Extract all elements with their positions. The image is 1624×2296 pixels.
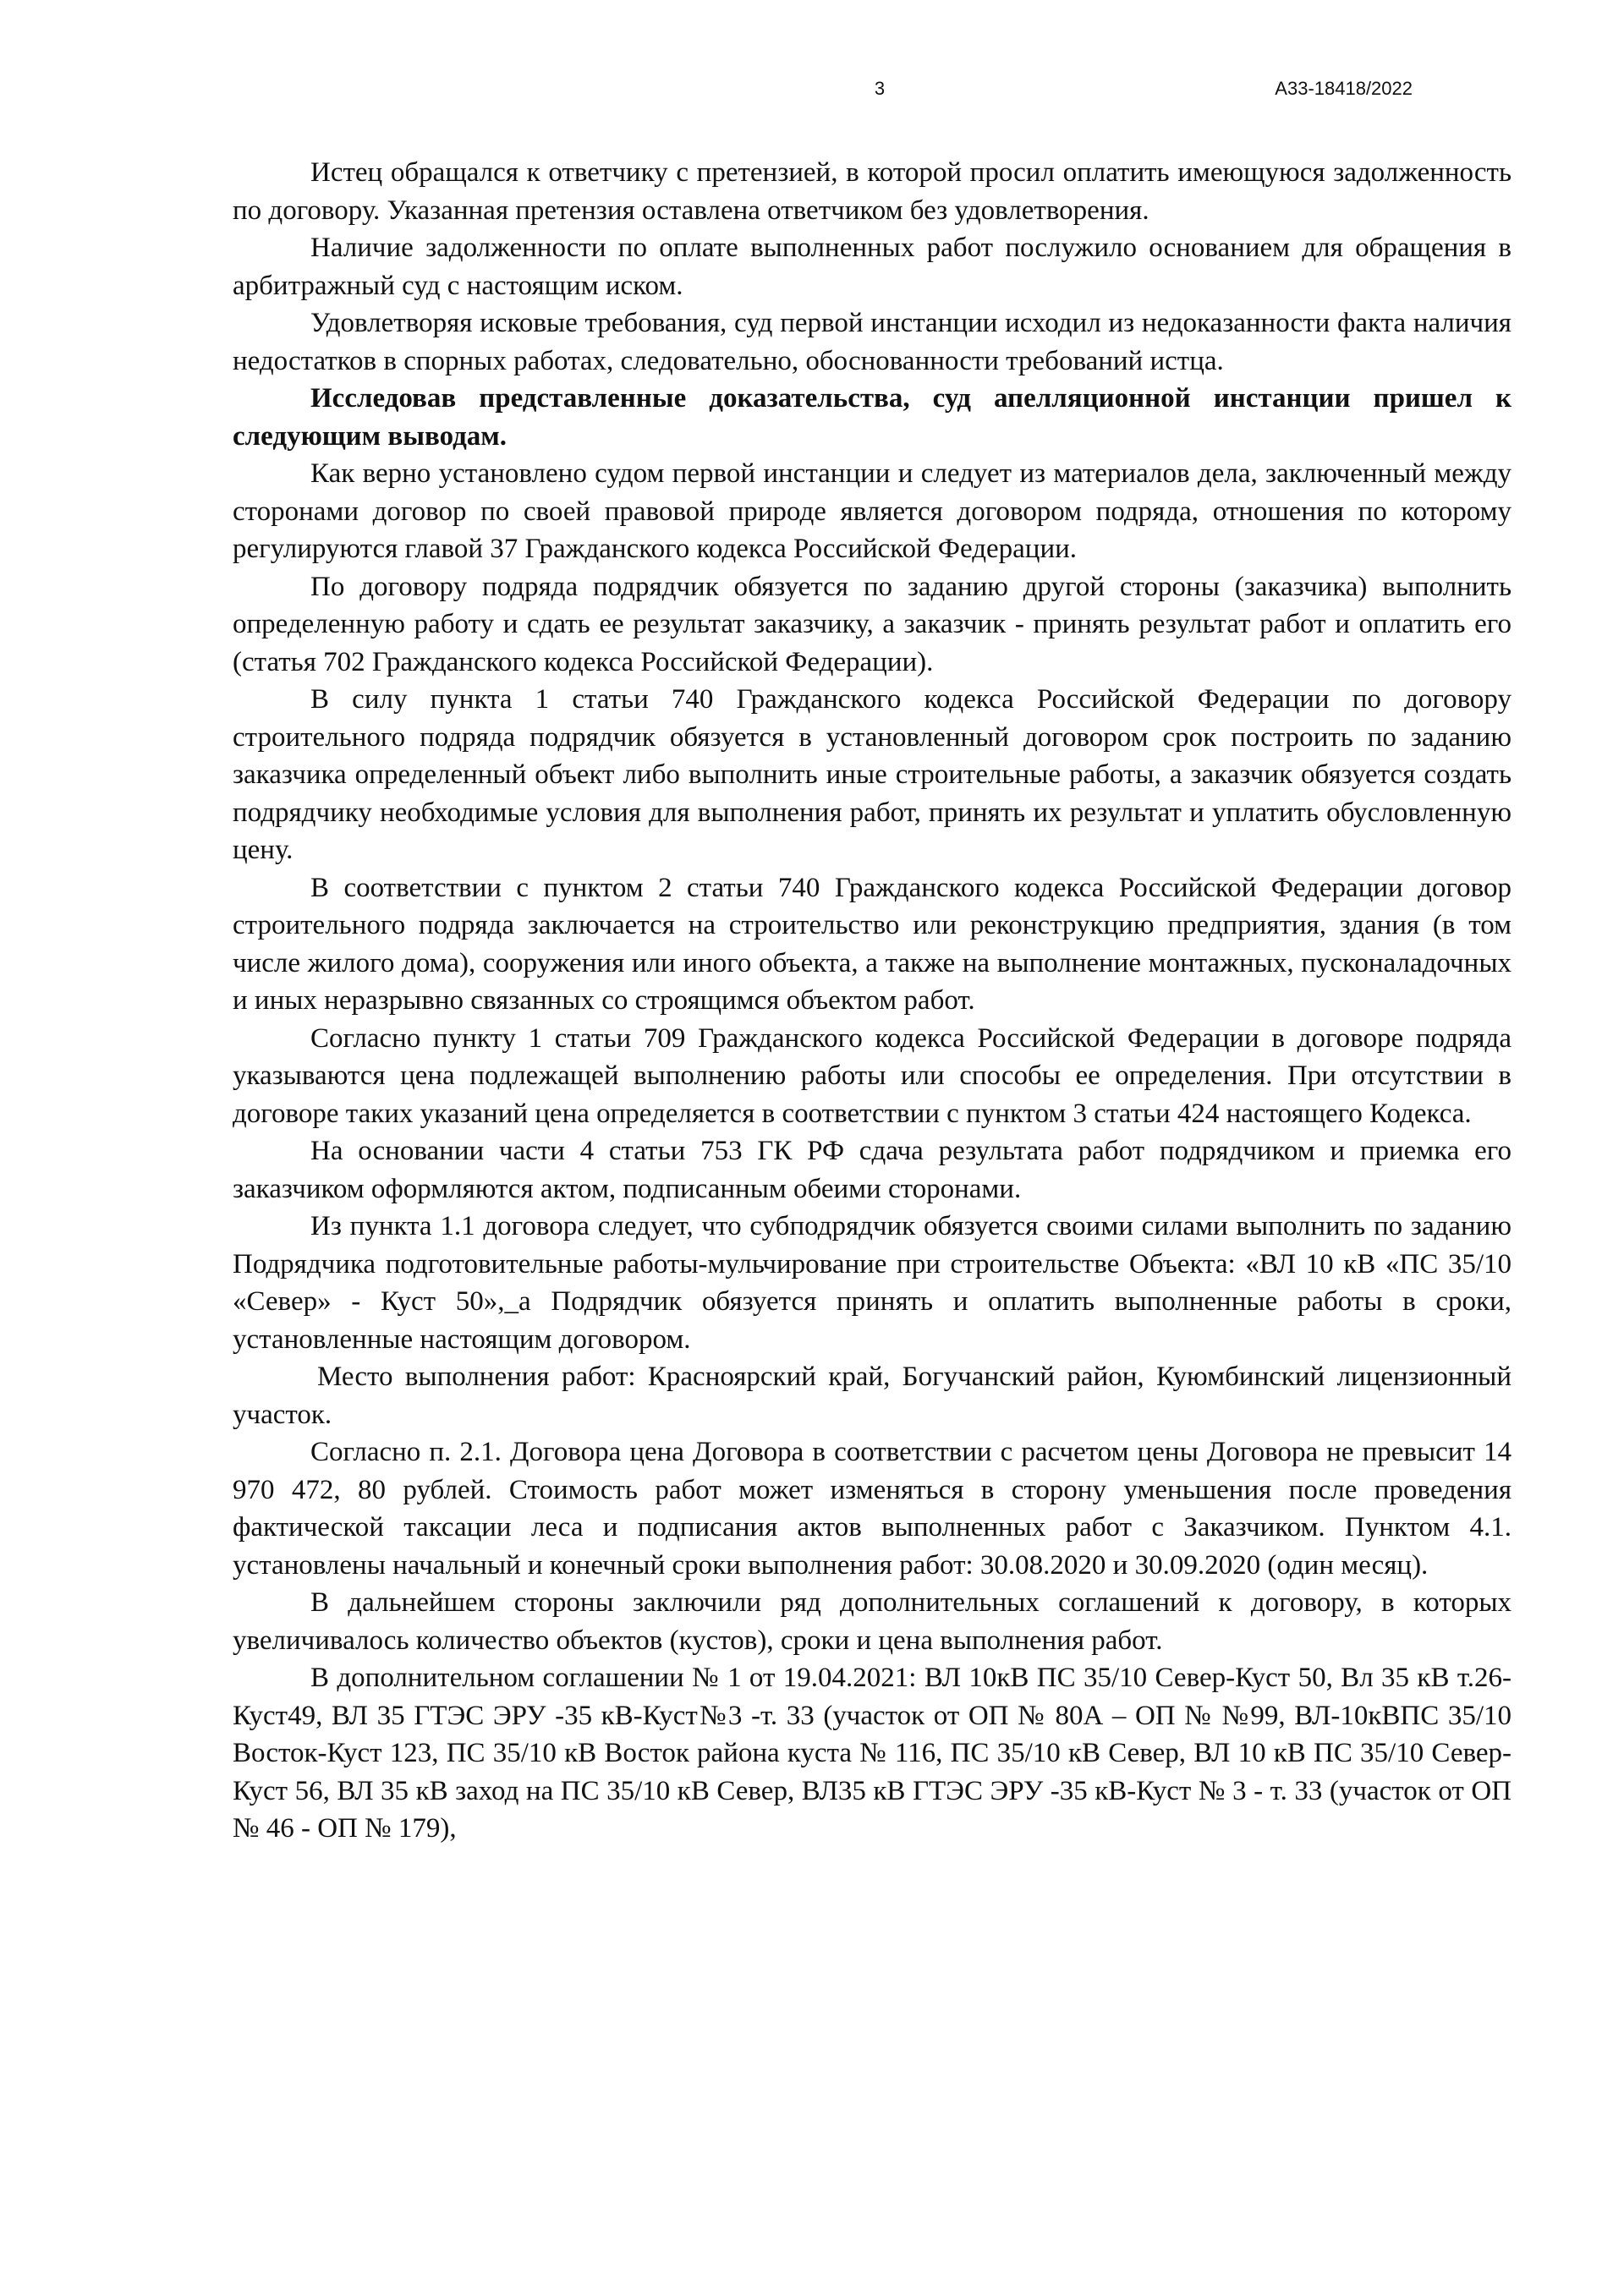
page-number: 3 xyxy=(874,78,886,99)
paragraph-article-740-2: В соответствии с пунктом 2 статьи 740 Гражданского кодекса Российской Федерации договор строительного подряда заключается на строительство или реконструкцию предприятия, здания (в том числе жилого дома), сооружения или иного объекта, а также на выполнение монтажных, пусконаладочных и иных неразрывно связанных со строящимся объектом работ. xyxy=(233,872,1512,1016)
document-body xyxy=(233,154,1512,1848)
paragraph-clause-2-1: Согласно п. 2.1. Договора цена Договора в соответствии с расчетом цены Договора не превысит 14 970 472, 80 рублей. Стоимость работ может изменяться в сторону уменьшения после проведения фактической таксации леса и подписания актов выполненных работ с Заказчиком. Пунктом 4.1. установлены начальный и конечный сроки выполнения работ: 30.08.2020 и 30.09.2020 (один месяц). xyxy=(233,1437,1512,1581)
paragraph-claim: Истец обращался к ответчику с претензией, в которой просил оплатить имеющуюся задолженность по договору. Указанная претензия оставлена ответчиком без удовлетворения. xyxy=(233,157,1512,226)
paragraph-agreement-1: В дополнительном соглашении № 1 от 19.04.2021: ВЛ 10кВ ПС 35/10 Север-Куст 50, Вл 35 кВ т.26-Куст49, ВЛ 35 ГТЭС ЭРУ -35 кВ-Куст№3 -т. 33 (участок от ОП № 80А – ОП № №99, ВЛ-10кВПС 35/10 Восток-Куст 123, ПС 35/10 кВ Восток района куста № 116, ПС 35/10 кВ Север, ВЛ 10 кВ ПС 35/10 Север-Куст 56, ВЛ 35 кВ заход на ПС 35/10 кВ Север, ВЛ35 кВ ГТЭС ЭРУ -35 кВ-Куст № 3 - т. 33 (участок от ОП № 46 - ОП № 179), xyxy=(233,1663,1512,1844)
paragraph-article-753: На основании части 4 статьи 753 ГК РФ сдача результата работ подрядчиком и приемка его заказчиком оформляются актом, подписанным обеими сторонами. xyxy=(233,1136,1512,1204)
paragraph-additional-agreements: В дальнейшем стороны заключили ряд дополнительных соглашений к договору, в которых увеличивалось количество объектов (кустов), сроки и цена выполнения работ. xyxy=(233,1587,1512,1656)
case-number: А33-18418/2022 xyxy=(1275,78,1413,99)
paragraph-work-location: Место выполнения работ: Красноярский край, Богучанский район, Куюмбинский лицензионный участок. xyxy=(233,1362,1512,1430)
paragraph-article-740-1: В силу пункта 1 статьи 740 Гражданского кодекса Российской Федерации по договору строительного подряда подрядчик обязуется в установленный договором срок построить по заданию заказчика определенный объект либо выполнить иные строительные работы, а заказчик обязуется создать подрядчику необходимые условия для выполнения работ, принять их результат и уплатить обусловленную цену. xyxy=(233,684,1512,865)
paragraph-article-702: По договору подряда подрядчик обязуется по заданию другой стороны (заказчика) выполнить определенную работу и сдать ее результат заказчику, а заказчик - принять результат работ и оплатить его (статья 702 Гражданского кодекса Российской Федерации). xyxy=(233,571,1512,677)
paragraph-first-instance: Удовлетворяя исковые требования, суд первой инстанции исходил из недоказанности факта наличия недостатков в спорных работах, следовательно, обоснованности требований истца. xyxy=(233,308,1512,376)
paragraph-article-709: Согласно пункту 1 статьи 709 Гражданского кодекса Российской Федерации в договоре подряда указываются цена подлежащей выполнению работы или способы ее определения. При отсутствии в договоре таких указаний цена определяется в соответствии с пунктом 3 статьи 424 настоящего Кодекса. xyxy=(233,1022,1512,1129)
paragraph-clause-1-1: Из пункта 1.1 договора следует, что субподрядчик обязуется своими силами выполнить по заданию Подрядчика подготовительные работы-мульчирование при строительстве Объекта: «ВЛ 10 кВ «ПС 35/10 «Север» - Куст 50»,_а Подрядчик обязуется принять и оплатить выполненные работы в сроки, установленные настоящим договором. xyxy=(233,1211,1512,1355)
paragraph-conclusions-heading: Исследовав представленные доказательства, суд апелляционной инстанции пришел к следующим выводам. xyxy=(233,383,1512,452)
paragraph-contract-nature: Как верно установлено судом первой инстанции и следует из материалов дела, заключенный между сторонами договор по своей правовой природе является договором подряда, отношения по которому регулируются главой 37 Гражданского кодекса Российской Федерации. xyxy=(233,458,1512,564)
paragraph-debt: Наличие задолженности по оплате выполненных работ послужило основанием для обращения в арбитражный суд с настоящим иском. xyxy=(233,233,1512,301)
